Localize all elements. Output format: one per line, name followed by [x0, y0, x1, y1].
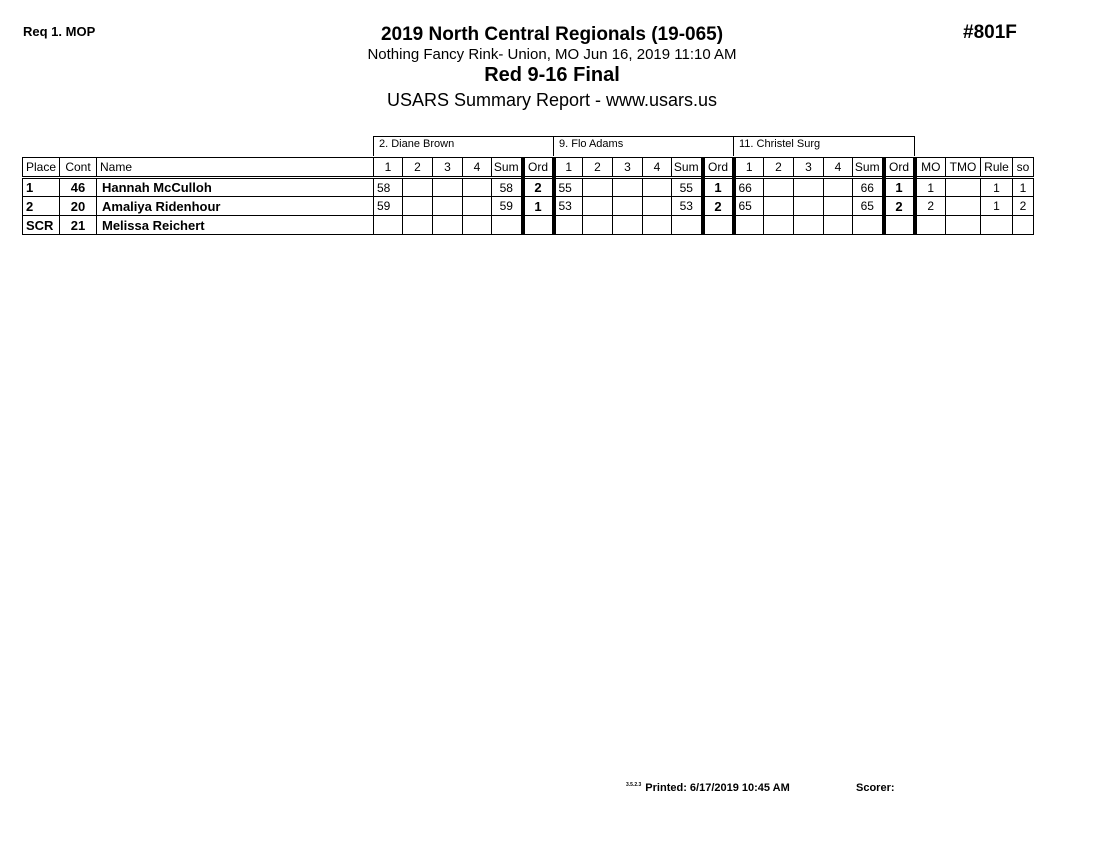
- col-cont: Cont: [60, 158, 97, 178]
- score: [403, 197, 433, 216]
- competition-title: 2019 North Central Regionals (19-065): [380, 24, 724, 45]
- place: 1: [23, 178, 60, 197]
- place: SCR: [23, 216, 60, 235]
- ordinal: 1: [523, 197, 554, 216]
- ordinal: 2: [523, 178, 554, 197]
- score: [794, 216, 824, 235]
- event-name: Red 9-16 Final: [484, 64, 620, 86]
- skater-name: Hannah McCulloh: [97, 178, 374, 197]
- tmo: [946, 178, 981, 197]
- score: 65: [734, 197, 764, 216]
- score: [463, 216, 492, 235]
- score: [643, 178, 672, 197]
- sum: 66: [853, 178, 884, 197]
- printed-timestamp: Printed: 6/17/2019 10:45 AM: [645, 782, 790, 794]
- score: [583, 216, 613, 235]
- so: [1013, 216, 1034, 235]
- results-table: [22, 157, 1034, 235]
- col-j1-2: 2: [403, 158, 433, 178]
- score: [583, 197, 613, 216]
- ordinal: 1: [703, 178, 734, 197]
- printed-line: [626, 782, 790, 794]
- ordinal: 2: [703, 197, 734, 216]
- so: 1: [1013, 178, 1034, 197]
- mo: 2: [915, 197, 946, 216]
- col-j3-1: 1: [734, 158, 764, 178]
- score: [613, 216, 643, 235]
- score: [374, 216, 403, 235]
- col-j1-sum: Sum: [492, 158, 523, 178]
- score: [463, 178, 492, 197]
- col-j3-sum: Sum: [853, 158, 884, 178]
- judge-header-1: 2. Diane Brown: [373, 136, 554, 156]
- col-j1-3: 3: [433, 158, 463, 178]
- mo: [915, 216, 946, 235]
- score: [824, 216, 853, 235]
- judge-header-3: 11. Christel Surg: [733, 136, 915, 156]
- score: [554, 216, 583, 235]
- col-j2-3: 3: [613, 158, 643, 178]
- score: 58: [374, 178, 403, 197]
- col-j1-ord: Ord: [523, 158, 554, 178]
- column-header-row: [23, 158, 1034, 178]
- cont: 20: [60, 197, 97, 216]
- score: [734, 216, 764, 235]
- score: [794, 197, 824, 216]
- col-j3-4: 4: [824, 158, 853, 178]
- table-row: [23, 178, 1034, 197]
- event-number: #801F: [963, 22, 1017, 43]
- sum: 53: [672, 197, 703, 216]
- col-tmo: TMO: [946, 158, 981, 178]
- score: [613, 197, 643, 216]
- sum: 59: [492, 197, 523, 216]
- mo: 1: [915, 178, 946, 197]
- col-j1-4: 4: [463, 158, 492, 178]
- col-name: Name: [97, 158, 374, 178]
- score: [403, 178, 433, 197]
- sum: 65: [853, 197, 884, 216]
- score: [433, 178, 463, 197]
- col-so: so: [1013, 158, 1034, 178]
- ordinal: [523, 216, 554, 235]
- rule: 1: [981, 197, 1013, 216]
- score: [463, 197, 492, 216]
- col-j2-2: 2: [583, 158, 613, 178]
- sum: 58: [492, 178, 523, 197]
- score: 66: [734, 178, 764, 197]
- sum: [853, 216, 884, 235]
- report-name: USARS Summary Report - www.usars.us: [386, 90, 718, 110]
- col-j2-4: 4: [643, 158, 672, 178]
- score: [643, 216, 672, 235]
- col-j2-1: 1: [554, 158, 583, 178]
- score: [433, 216, 463, 235]
- sum: 55: [672, 178, 703, 197]
- col-rule: Rule: [981, 158, 1013, 178]
- score: [824, 197, 853, 216]
- score: [824, 178, 853, 197]
- judge-header-2: 9. Flo Adams: [553, 136, 734, 156]
- score: [643, 197, 672, 216]
- table-row: [23, 197, 1034, 216]
- so: 2: [1013, 197, 1034, 216]
- score: 59: [374, 197, 403, 216]
- score: [764, 216, 794, 235]
- col-j1-1: 1: [374, 158, 403, 178]
- col-mo: MO: [915, 158, 946, 178]
- score: 53: [554, 197, 583, 216]
- sum: [492, 216, 523, 235]
- place: 2: [23, 197, 60, 216]
- skater-name: Melissa Reichert: [97, 216, 374, 235]
- request-label: Req 1. MOP: [23, 24, 96, 39]
- cont: 21: [60, 216, 97, 235]
- cont: 46: [60, 178, 97, 197]
- rule: 1: [981, 178, 1013, 197]
- score: [403, 216, 433, 235]
- col-j3-ord: Ord: [884, 158, 915, 178]
- table-row: [23, 216, 1034, 235]
- ordinal: [884, 216, 915, 235]
- col-j2-sum: Sum: [672, 158, 703, 178]
- ordinal: 2: [884, 197, 915, 216]
- score: 55: [554, 178, 583, 197]
- tmo: [946, 216, 981, 235]
- sum: [672, 216, 703, 235]
- ordinal: 1: [884, 178, 915, 197]
- tmo: [946, 197, 981, 216]
- rule: [981, 216, 1013, 235]
- skater-name: Amaliya Ridenhour: [97, 197, 374, 216]
- score: [794, 178, 824, 197]
- score: [613, 178, 643, 197]
- col-j3-3: 3: [794, 158, 824, 178]
- score: [764, 178, 794, 197]
- ordinal: [703, 216, 734, 235]
- venue-date-line: Nothing Fancy Rink- Union, MO Jun 16, 2019 11:10 AM: [367, 46, 737, 63]
- version-label: 3.5.2.3: [626, 782, 642, 788]
- score: [583, 178, 613, 197]
- score: [764, 197, 794, 216]
- col-j3-2: 2: [764, 158, 794, 178]
- col-place: Place: [23, 158, 60, 178]
- scorer-label: Scorer:: [856, 782, 895, 794]
- col-j2-ord: Ord: [703, 158, 734, 178]
- score: [433, 197, 463, 216]
